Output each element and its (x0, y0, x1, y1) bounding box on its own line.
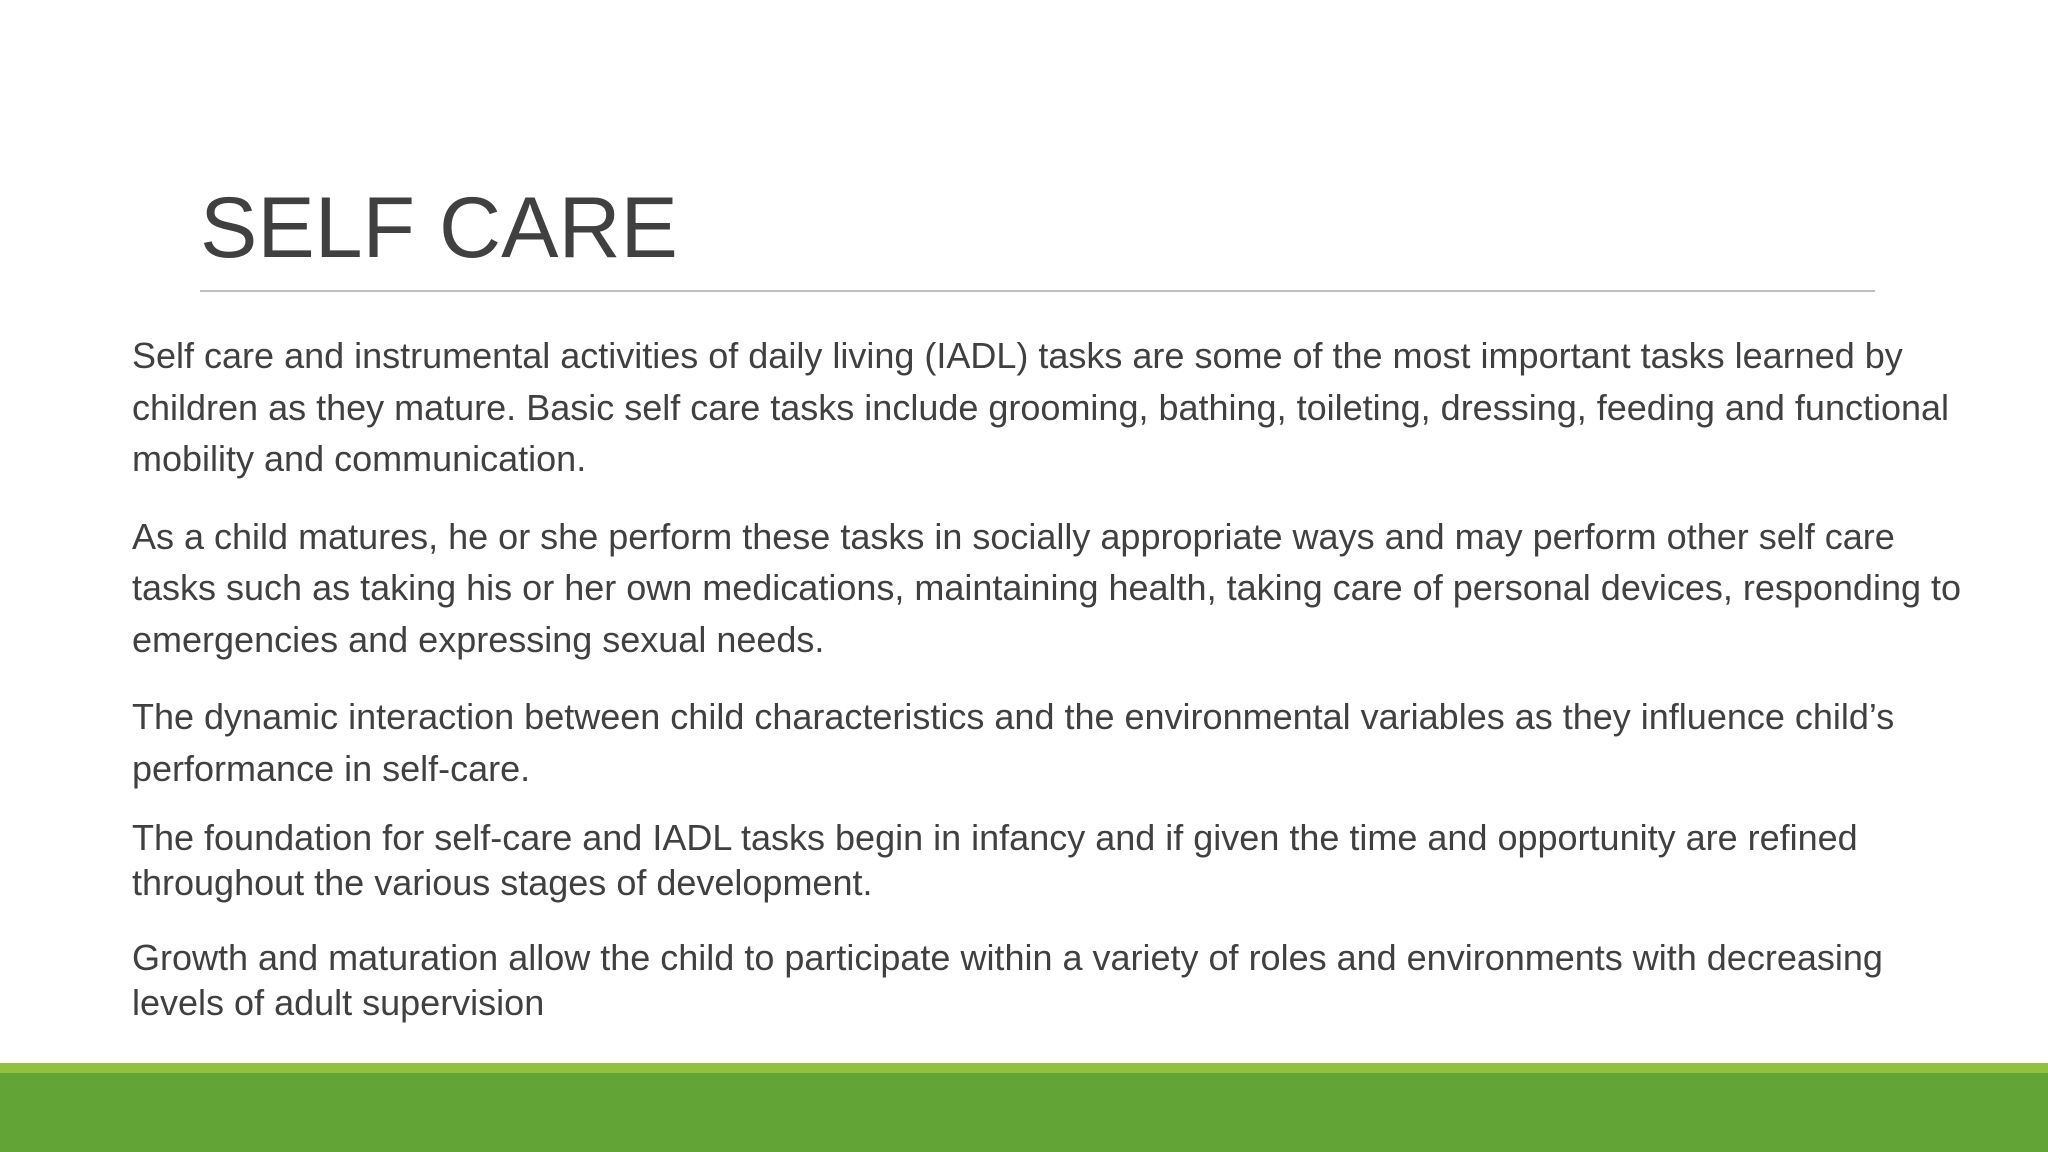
title-underline (200, 290, 1875, 292)
footer-band-light (0, 1063, 2048, 1073)
paragraph-self-care-intro: Self care and instrumental activities of daily living (IADL) tasks are some of the most important tasks learned by children as they mature. Basic self care tasks include grooming, bathing, toileting, dressing, feeding and functional mobility and communication. (132, 335, 1950, 479)
slide-title: SELF CARE (200, 180, 678, 276)
paragraph-dynamic-interaction: The dynamic interaction between child characteristics and the environmental variables as they influence child’s performance in self-care. (132, 696, 1895, 789)
paragraph-growth-maturation: Growth and maturation allow the child to participate within a variety of roles and environments with decreasing levels of adult supervision (132, 937, 1883, 1023)
paragraph-foundation: The foundation for self-care and IADL tasks begin in infancy and if given the time and opportunity are refined throughout the various stages of development. (132, 817, 1858, 903)
paragraph-child-matures: As a child matures, he or she perform these tasks in socially appropriate ways and may perform other self care tasks such as taking his or her own medications, maintaining health, taking care of personal devices, responding to emergencies and expressing sexual needs. (132, 515, 1962, 660)
slide-body (132, 330, 1972, 1025)
footer-band-dark (0, 1073, 2048, 1152)
